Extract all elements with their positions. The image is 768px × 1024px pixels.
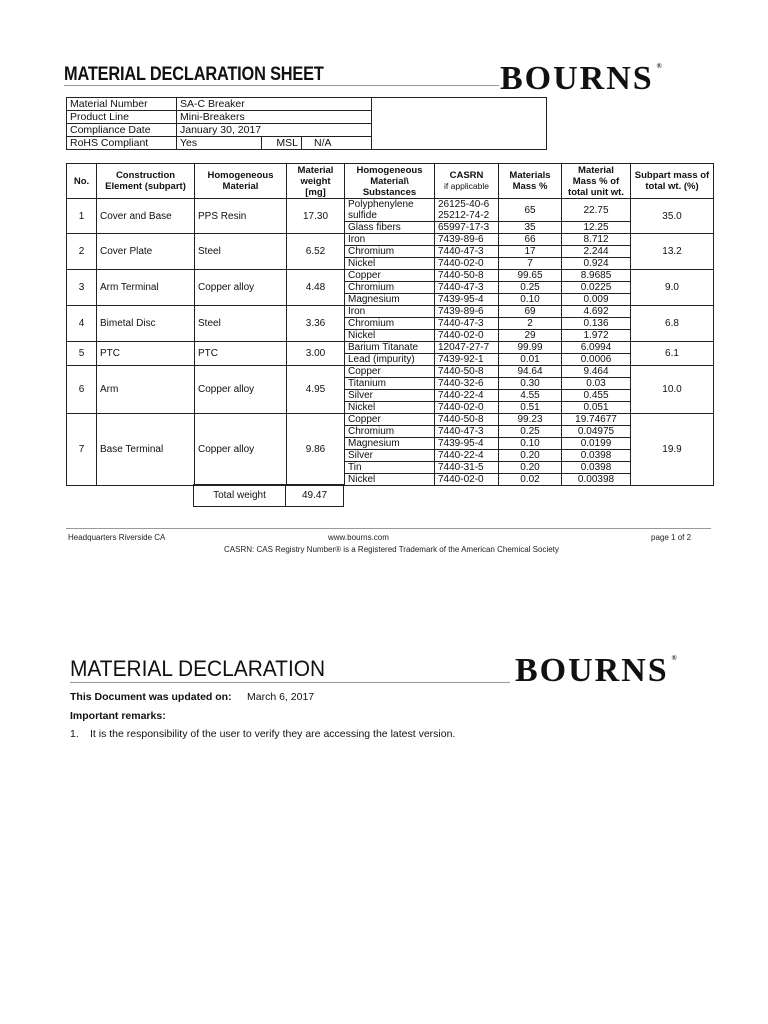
page2-title-rule xyxy=(70,682,510,683)
substance: Barium Titanate xyxy=(345,342,435,354)
material-table xyxy=(66,163,714,486)
subpart-mass: 35.0 xyxy=(631,199,714,234)
homogeneous-material: Copper alloy xyxy=(195,270,287,306)
mass-percent: 4.55 xyxy=(499,390,562,402)
info-label: Compliance Date xyxy=(67,124,177,137)
part-number: 7 xyxy=(67,414,97,486)
mass-percent: 17 xyxy=(499,246,562,258)
table-row xyxy=(67,342,714,354)
construction-element: Cover Plate xyxy=(97,234,195,270)
mass-percent: 7 xyxy=(499,258,562,270)
product-info-table xyxy=(66,97,547,150)
construction-element: Cover and Base xyxy=(97,199,195,234)
info-label: Product Line xyxy=(67,111,177,124)
mass-percent: 0.10 xyxy=(499,294,562,306)
construction-element: Arm xyxy=(97,366,195,414)
header-material: Homogeneous Material xyxy=(195,164,287,199)
header-no: No. xyxy=(67,164,97,199)
casrn: 7439-89-6 xyxy=(435,234,499,246)
part-number: 2 xyxy=(67,234,97,270)
table-row xyxy=(67,306,714,318)
mass-of-total: 4.692 xyxy=(562,306,631,318)
material-weight: 4.48 xyxy=(287,270,345,306)
material-weight: 9.86 xyxy=(287,414,345,486)
part-number: 5 xyxy=(67,342,97,366)
subpart-mass: 10.0 xyxy=(631,366,714,414)
mass-of-total: 0.009 xyxy=(562,294,631,306)
part-number: 3 xyxy=(67,270,97,306)
header-subpart: Subpart mass of total wt. (%) xyxy=(631,164,714,199)
page2-title: MATERIAL DECLARATION xyxy=(70,656,326,681)
homogeneous-material: Steel xyxy=(195,234,287,270)
substance: Magnesium xyxy=(345,294,435,306)
mass-of-total: 0.04975 xyxy=(562,426,631,438)
construction-element: Arm Terminal xyxy=(97,270,195,306)
substance: Magnesium xyxy=(345,438,435,450)
header-weight: Material weight [mg] xyxy=(287,164,345,199)
substance: Nickel xyxy=(345,402,435,414)
mass-percent: 0.02 xyxy=(499,474,562,486)
substance: Copper xyxy=(345,366,435,378)
casrn-label: CASRN xyxy=(449,170,484,181)
casrn-note: if applicable xyxy=(444,181,489,191)
mass-of-total: 6.0994 xyxy=(562,342,631,354)
casrn: 7440-31-5 xyxy=(435,462,499,474)
table-row xyxy=(67,234,714,246)
mass-percent: 99.23 xyxy=(499,414,562,426)
updated-label: This Document was updated on: xyxy=(70,691,232,703)
substance: Silver xyxy=(345,450,435,462)
table-row xyxy=(67,270,714,282)
casrn: 7440-02-0 xyxy=(435,258,499,270)
footer-page: page 1 of 2 xyxy=(651,533,692,542)
mass-percent: 0.01 xyxy=(499,354,562,366)
mass-percent: 94.64 xyxy=(499,366,562,378)
subpart-mass: 13.2 xyxy=(631,234,714,270)
table-body xyxy=(67,199,714,486)
mass-percent: 0.30 xyxy=(499,378,562,390)
material-weight: 4.95 xyxy=(287,366,345,414)
mass-of-total: 0.455 xyxy=(562,390,631,402)
substance: Lead (impurity) xyxy=(345,354,435,366)
mass-of-total: 0.0006 xyxy=(562,354,631,366)
material-weight: 6.52 xyxy=(287,234,345,270)
info-value: Mini-Breakers xyxy=(177,111,372,124)
sheet-title: MATERIAL DECLARATION SHEET xyxy=(64,64,324,85)
subpart-mass: 19.9 xyxy=(631,414,714,486)
substance: Glass fibers xyxy=(345,222,435,234)
material-weight: 17.30 xyxy=(287,199,345,234)
subpart-mass: 6.8 xyxy=(631,306,714,342)
title-rule xyxy=(64,85,499,86)
logo-text: BOURNS xyxy=(500,60,654,97)
mass-of-total: 2.244 xyxy=(562,246,631,258)
table-header-row xyxy=(67,164,714,199)
mass-percent: 0.51 xyxy=(499,402,562,414)
registered-mark-icon: ® xyxy=(656,62,664,70)
bourns-logo xyxy=(500,60,664,98)
substance: Titanium xyxy=(345,378,435,390)
casrn: 7440-02-0 xyxy=(435,330,499,342)
msl-value: N/A xyxy=(302,137,372,150)
mass-percent: 69 xyxy=(499,306,562,318)
substance: Chromium xyxy=(345,426,435,438)
casrn: 7440-50-8 xyxy=(435,414,499,426)
header-mass-total: Material Mass % of total unit wt. xyxy=(562,164,631,199)
substance: Silver xyxy=(345,390,435,402)
substance: Tin xyxy=(345,462,435,474)
footer-rule xyxy=(66,528,711,529)
casrn: 65997-17-3 xyxy=(435,222,499,234)
casrn: 7440-47-3 xyxy=(435,426,499,438)
material-weight: 3.00 xyxy=(287,342,345,366)
substance: Nickel xyxy=(345,474,435,486)
material-weight: 3.36 xyxy=(287,306,345,342)
mass-percent: 65 xyxy=(499,199,562,222)
mass-percent: 0.25 xyxy=(499,282,562,294)
mass-percent: 0.25 xyxy=(499,426,562,438)
bourns-logo-2 xyxy=(515,652,679,690)
info-value: SA-C Breaker xyxy=(177,98,372,111)
casrn: 7440-22-4 xyxy=(435,450,499,462)
mass-of-total: 0.0199 xyxy=(562,438,631,450)
casrn: 7440-47-3 xyxy=(435,282,499,294)
total-weight-value: 49.47 xyxy=(286,485,344,507)
casrn: 7440-47-3 xyxy=(435,246,499,258)
substance: Nickel xyxy=(345,258,435,270)
remarks-label: Important remarks: xyxy=(70,710,166,722)
construction-element: Base Terminal xyxy=(97,414,195,486)
mass-of-total: 1.972 xyxy=(562,330,631,342)
mass-percent: 0.10 xyxy=(499,438,562,450)
casrn: 7439-95-4 xyxy=(435,438,499,450)
substance: Nickel xyxy=(345,330,435,342)
casrn: 7440-22-4 xyxy=(435,390,499,402)
casrn: 7440-50-8 xyxy=(435,366,499,378)
logo-text-2: BOURNS xyxy=(515,652,669,689)
mass-of-total: 19.74677 xyxy=(562,414,631,426)
casrn: 26125-40-6 25212-74-2 xyxy=(435,199,499,222)
mass-percent: 66 xyxy=(499,234,562,246)
casrn: 12047-27-7 xyxy=(435,342,499,354)
homogeneous-material: PTC xyxy=(195,342,287,366)
mass-of-total: 0.0225 xyxy=(562,282,631,294)
substance: Chromium xyxy=(345,246,435,258)
remark-text: It is the responsibility of the user to verify they are accessing the latest version. xyxy=(90,728,456,740)
mass-of-total: 22.75 xyxy=(562,199,631,222)
table-row xyxy=(67,199,714,222)
casrn: 7440-47-3 xyxy=(435,318,499,330)
updated-date: March 6, 2017 xyxy=(247,691,315,703)
homogeneous-material: Steel xyxy=(195,306,287,342)
mass-of-total: 8.9685 xyxy=(562,270,631,282)
mass-percent: 35 xyxy=(499,222,562,234)
footer-casrn-note: CASRN: CAS Registry Number® is a Registered Trademark of the American Chemical Society xyxy=(224,545,559,554)
mass-of-total: 8.712 xyxy=(562,234,631,246)
mass-of-total: 12.25 xyxy=(562,222,631,234)
casrn: 7440-50-8 xyxy=(435,270,499,282)
subpart-mass: 9.0 xyxy=(631,270,714,306)
info-value: Yes xyxy=(177,137,262,150)
substance: Polyphenylene sulfide xyxy=(345,199,435,222)
mass-of-total: 0.0398 xyxy=(562,450,631,462)
homogeneous-material: Copper alloy xyxy=(195,366,287,414)
homogeneous-material: PPS Resin xyxy=(195,199,287,234)
substance: Chromium xyxy=(345,318,435,330)
info-label: RoHS Compliant xyxy=(67,137,177,150)
subpart-mass: 6.1 xyxy=(631,342,714,366)
part-number: 4 xyxy=(67,306,97,342)
header-substances: Homogeneous Material\ Substances xyxy=(345,164,435,199)
homogeneous-material: Copper alloy xyxy=(195,414,287,486)
info-label: Material Number xyxy=(67,98,177,111)
table-row xyxy=(67,414,714,426)
casrn: 7439-95-4 xyxy=(435,294,499,306)
substance: Copper xyxy=(345,414,435,426)
header-element: Construction Element (subpart) xyxy=(97,164,195,199)
construction-element: Bimetal Disc xyxy=(97,306,195,342)
mass-of-total: 0.051 xyxy=(562,402,631,414)
substance: Chromium xyxy=(345,282,435,294)
construction-element: PTC xyxy=(97,342,195,366)
mass-percent: 0.20 xyxy=(499,462,562,474)
mass-percent: 99.65 xyxy=(499,270,562,282)
substance: Iron xyxy=(345,306,435,318)
substance: Iron xyxy=(345,234,435,246)
table-row xyxy=(67,366,714,378)
mass-percent: 99.99 xyxy=(499,342,562,354)
mass-percent: 29 xyxy=(499,330,562,342)
mass-of-total: 0.924 xyxy=(562,258,631,270)
part-number: 6 xyxy=(67,366,97,414)
mass-of-total: 0.0398 xyxy=(562,462,631,474)
header-mass-pct: Materials Mass % xyxy=(499,164,562,199)
info-blank xyxy=(372,98,547,150)
mass-of-total: 0.00398 xyxy=(562,474,631,486)
mass-of-total: 0.136 xyxy=(562,318,631,330)
casrn: 7439-92-1 xyxy=(435,354,499,366)
total-weight-label: Total weight xyxy=(194,485,286,507)
casrn: 7439-89-6 xyxy=(435,306,499,318)
casrn: 7440-02-0 xyxy=(435,474,499,486)
remark-number: 1. xyxy=(70,728,79,740)
substance: Copper xyxy=(345,270,435,282)
casrn: 7440-32-6 xyxy=(435,378,499,390)
footer-headquarters: Headquarters Riverside CA xyxy=(68,533,166,542)
info-value: January 30, 2017 xyxy=(177,124,372,137)
mass-percent: 0.20 xyxy=(499,450,562,462)
registered-mark-icon: ® xyxy=(671,654,679,662)
footer-website[interactable]: www.bourns.com xyxy=(328,533,389,542)
part-number: 1 xyxy=(67,199,97,234)
mass-of-total: 9.464 xyxy=(562,366,631,378)
casrn: 7440-02-0 xyxy=(435,402,499,414)
mass-of-total: 0.03 xyxy=(562,378,631,390)
mass-percent: 2 xyxy=(499,318,562,330)
total-weight-table xyxy=(193,484,344,507)
header-casrn xyxy=(435,164,499,199)
msl-label: MSL xyxy=(262,137,302,150)
